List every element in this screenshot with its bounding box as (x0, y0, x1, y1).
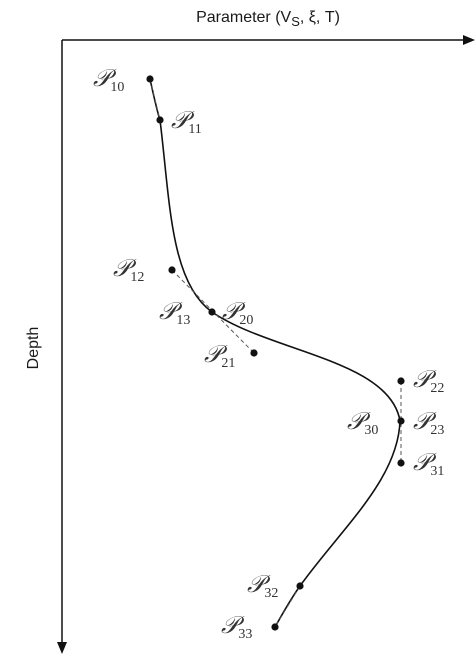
y-axis-arrowhead (57, 642, 67, 654)
point-p32 (296, 582, 303, 589)
control-line-10-11 (150, 79, 160, 120)
point-p22 (397, 377, 404, 384)
label-p32: 𝒫$_{32}$ (247, 570, 279, 601)
point-p33 (271, 623, 278, 630)
point-p21 (250, 349, 257, 356)
point-p31 (397, 459, 404, 466)
point-p11 (156, 116, 163, 123)
point-p10 (146, 75, 153, 82)
label-p20: 𝒫$_{20}$ (222, 297, 254, 328)
label-p11: 𝒫$_{11}$ (171, 106, 202, 137)
y-axis-title: Depth (25, 326, 42, 370)
label-p31: 𝒫$_{31}$ (413, 448, 445, 479)
x-axis-arrowhead (463, 35, 475, 45)
point-p13-p20 (208, 308, 215, 315)
point-p12 (168, 266, 175, 273)
x-axis-title: Parameter ($V_S$, ξ, T) (196, 9, 340, 29)
label-p10: 𝒫$_{10}$ (93, 64, 125, 95)
point-p23-p30 (397, 417, 404, 424)
label-p33: 𝒫$_{33}$ (221, 611, 253, 642)
label-p21: 𝒫$_{21}$ (204, 340, 236, 371)
label-p23: 𝒫$_{23}$ (413, 407, 445, 438)
label-p13: 𝒫$_{13}$ (159, 297, 191, 328)
label-p12: 𝒫$_{12}$ (113, 254, 145, 285)
label-p22: 𝒫$_{22}$ (413, 365, 445, 396)
label-p30: 𝒫$_{30}$ (347, 407, 379, 438)
profile-curve (150, 79, 400, 627)
